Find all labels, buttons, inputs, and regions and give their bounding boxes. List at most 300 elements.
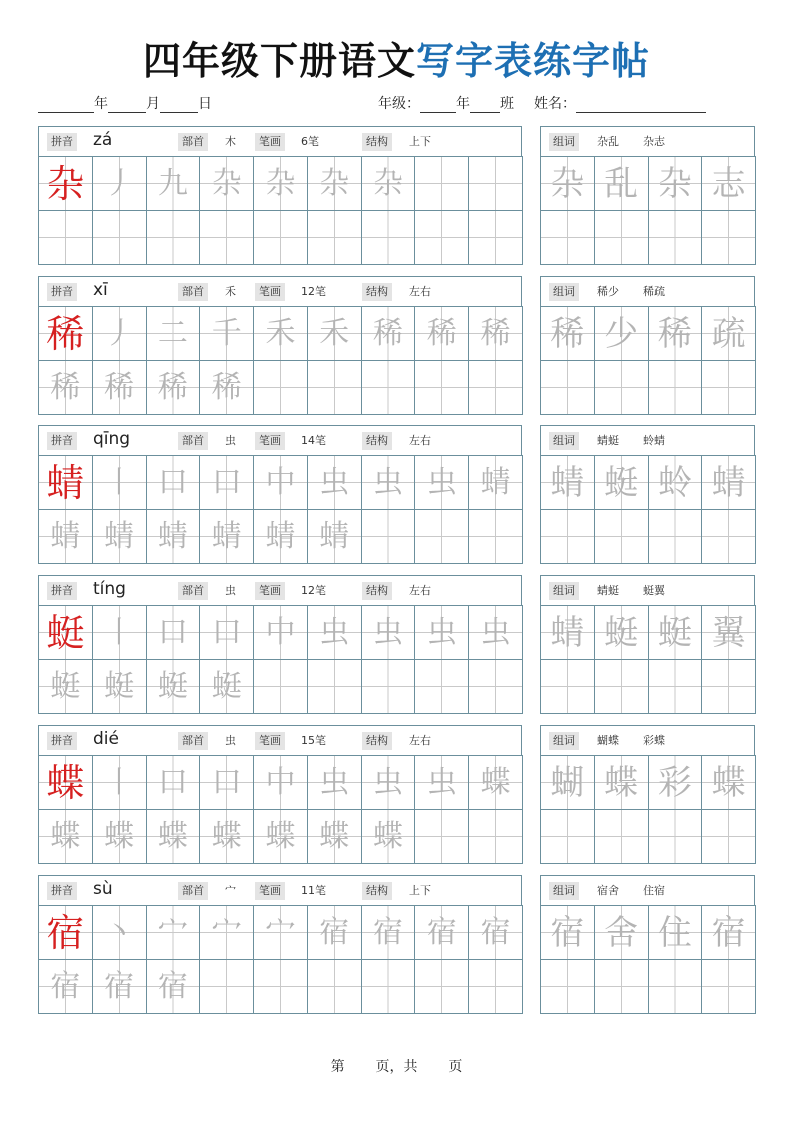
pinyin-value: dié	[93, 729, 119, 749]
strokes-label: 笔画	[255, 283, 285, 301]
writing-cell[interactable]	[146, 455, 201, 510]
word-2: 住宿	[643, 884, 665, 897]
writing-cell[interactable]	[146, 755, 201, 810]
stroke-order-step: 丨	[104, 464, 135, 500]
character-info-header	[38, 875, 522, 905]
writing-cell[interactable]	[361, 455, 416, 510]
structure-value: 上下	[409, 884, 431, 897]
writing-cell[interactable]	[307, 905, 362, 960]
grade-label: 年级：	[378, 96, 420, 112]
word-trace-character: 蜓	[604, 612, 639, 653]
writing-cell[interactable]	[146, 809, 201, 864]
character-block	[38, 875, 755, 1013]
word-cell[interactable]	[701, 959, 756, 1014]
pinyin-value: tíng	[93, 579, 126, 599]
writing-cell[interactable]	[38, 755, 93, 810]
writing-cell[interactable]	[468, 809, 523, 864]
stroke-order-step: 稀	[426, 315, 457, 351]
word-header	[540, 126, 755, 156]
stroke-order-step: 口	[157, 614, 188, 650]
word-trace-character: 住	[657, 912, 692, 953]
writing-cell[interactable]	[253, 210, 308, 265]
stroke-order-step: 蜻	[104, 518, 135, 554]
stroke-order-step: 蜻	[50, 518, 81, 554]
word-cell[interactable]	[594, 306, 649, 361]
structure-label: 结构	[362, 882, 392, 900]
page-footer	[0, 1056, 793, 1076]
stroke-order-step: 虫	[373, 614, 404, 650]
writing-cell[interactable]	[146, 605, 201, 660]
strokes-label: 笔画	[255, 432, 285, 450]
writing-cell[interactable]	[414, 809, 469, 864]
writing-cell[interactable]	[414, 605, 469, 660]
word-cell[interactable]	[701, 605, 756, 660]
writing-cell[interactable]	[361, 959, 416, 1014]
writing-cell[interactable]	[307, 959, 362, 1014]
word-cell[interactable]	[540, 509, 595, 564]
word-cell[interactable]	[594, 210, 649, 265]
word-cell[interactable]	[701, 509, 756, 564]
strokes-value: 6笔	[301, 135, 319, 148]
structure-label: 结构	[362, 133, 392, 151]
writing-cell[interactable]	[38, 959, 93, 1014]
writing-cell[interactable]	[146, 360, 201, 415]
pinyin-label: 拼音	[47, 133, 77, 151]
class-blank[interactable]	[470, 97, 500, 113]
writing-cell[interactable]	[253, 809, 308, 864]
stroke-order-step: 蝶	[211, 818, 242, 854]
stroke-order-step: 蝶	[319, 818, 350, 854]
writing-cell[interactable]	[253, 959, 308, 1014]
stroke-order-step: 宿	[104, 968, 135, 1004]
word-cell[interactable]	[648, 156, 703, 211]
writing-cell[interactable]	[307, 509, 362, 564]
writing-cell[interactable]	[253, 509, 308, 564]
strokes-value: 11笔	[301, 884, 326, 897]
word-cell[interactable]	[540, 156, 595, 211]
strokes-label: 笔画	[255, 133, 285, 151]
writing-cell[interactable]	[361, 509, 416, 564]
class-label: 班	[500, 96, 514, 112]
writing-cell[interactable]	[468, 156, 523, 211]
stroke-order-step: 蜻	[480, 464, 511, 500]
writing-cell[interactable]	[414, 659, 469, 714]
word-cell[interactable]	[701, 755, 756, 810]
year-label: 年	[94, 96, 108, 112]
words-label: 组词	[549, 283, 579, 301]
writing-cell[interactable]	[361, 605, 416, 660]
name-blank[interactable]	[576, 97, 706, 113]
word-cell[interactable]	[594, 959, 649, 1014]
month-blank[interactable]	[108, 97, 146, 113]
writing-cell[interactable]	[146, 156, 201, 211]
stroke-order-step: 丨	[104, 614, 135, 650]
word-cell[interactable]	[540, 455, 595, 510]
stroke-order-step: 虫	[426, 764, 457, 800]
stroke-order-step: 禾	[319, 315, 350, 351]
writing-cell[interactable]	[38, 605, 93, 660]
word-cell[interactable]	[540, 755, 595, 810]
stroke-order-step: 宿	[373, 914, 404, 950]
radical-value: 虫	[225, 434, 236, 447]
character-info-header	[38, 126, 522, 156]
stroke-order-step: 口	[211, 614, 242, 650]
strokes-label: 笔画	[255, 732, 285, 750]
stroke-order-step: 千	[211, 315, 242, 351]
writing-cell[interactable]	[307, 455, 362, 510]
grade-blank[interactable]	[420, 97, 456, 113]
pinyin-label: 拼音	[47, 732, 77, 750]
writing-cell[interactable]	[361, 306, 416, 361]
writing-cell[interactable]	[307, 360, 362, 415]
stroke-order-step: 杂	[265, 165, 296, 201]
word-cell[interactable]	[648, 809, 703, 864]
word-1: 蜻蜓	[597, 584, 619, 597]
word-cell[interactable]	[540, 306, 595, 361]
character-block	[38, 575, 755, 713]
pinyin-value: sù	[93, 879, 113, 899]
structure-value: 左右	[409, 584, 431, 597]
writing-cell[interactable]	[468, 210, 523, 265]
writing-cell[interactable]	[146, 905, 201, 960]
writing-cell[interactable]	[199, 809, 254, 864]
writing-cell[interactable]	[38, 306, 93, 361]
page-title	[0, 30, 793, 85]
word-trace-character: 乱	[604, 163, 639, 204]
writing-cell[interactable]	[307, 755, 362, 810]
writing-cell[interactable]	[307, 605, 362, 660]
writing-cell[interactable]	[468, 605, 523, 660]
word-cell[interactable]	[540, 210, 595, 265]
writing-cell[interactable]	[468, 509, 523, 564]
name-label: 姓名：	[534, 96, 576, 112]
writing-cell[interactable]	[199, 659, 254, 714]
writing-cell[interactable]	[253, 455, 308, 510]
stroke-order-step: 虫	[480, 614, 511, 650]
pinyin-label: 拼音	[47, 283, 77, 301]
word-grid	[540, 605, 755, 713]
stroke-order-step: 中	[265, 614, 296, 650]
stroke-order-step: 稀	[211, 369, 242, 405]
writing-cell[interactable]	[307, 210, 362, 265]
writing-cell[interactable]	[468, 755, 523, 810]
word-cell[interactable]	[594, 156, 649, 211]
word-grid	[540, 455, 755, 563]
radical-label: 部首	[178, 283, 208, 301]
word-trace-character: 蛉	[657, 462, 692, 503]
writing-cell[interactable]	[253, 360, 308, 415]
stroke-order-step: 虫	[373, 464, 404, 500]
word-trace-character: 蜻	[550, 612, 585, 653]
writing-cell[interactable]	[307, 659, 362, 714]
word-cell[interactable]	[594, 905, 649, 960]
stroke-order-step: 中	[265, 764, 296, 800]
word-cell[interactable]	[701, 659, 756, 714]
word-cell[interactable]	[594, 605, 649, 660]
writing-cell[interactable]	[253, 755, 308, 810]
stroke-order-step: 蜻	[157, 518, 188, 554]
writing-cell[interactable]	[38, 360, 93, 415]
writing-cell[interactable]	[146, 659, 201, 714]
strokes-value: 15笔	[301, 734, 326, 747]
day-label: 日	[198, 96, 212, 112]
word-cell[interactable]	[648, 905, 703, 960]
stroke-order-step: 蜓	[157, 668, 188, 704]
word-cell[interactable]	[701, 210, 756, 265]
writing-cell[interactable]	[199, 210, 254, 265]
writing-cell[interactable]	[199, 959, 254, 1014]
word-trace-character: 稀	[657, 313, 692, 354]
model-character: 稀	[46, 311, 85, 356]
stroke-order-step: 虫	[319, 614, 350, 650]
writing-cell[interactable]	[92, 306, 147, 361]
writing-cell[interactable]	[199, 455, 254, 510]
word-cell[interactable]	[540, 659, 595, 714]
word-cell[interactable]	[648, 959, 703, 1014]
writing-cell[interactable]	[199, 509, 254, 564]
word-cell[interactable]	[701, 306, 756, 361]
writing-cell[interactable]	[414, 156, 469, 211]
writing-cell[interactable]	[468, 959, 523, 1014]
writing-cell[interactable]	[199, 905, 254, 960]
word-2: 稀疏	[643, 285, 665, 298]
writing-cell[interactable]	[414, 360, 469, 415]
writing-cell[interactable]	[361, 659, 416, 714]
writing-cell[interactable]	[38, 210, 93, 265]
stroke-order-step: 宿	[426, 914, 457, 950]
writing-cell[interactable]	[92, 360, 147, 415]
stroke-order-step: 口	[211, 464, 242, 500]
writing-cell[interactable]	[38, 905, 93, 960]
writing-cell[interactable]	[199, 360, 254, 415]
writing-cell[interactable]	[361, 905, 416, 960]
word-cell[interactable]	[540, 959, 595, 1014]
writing-cell[interactable]	[92, 455, 147, 510]
word-cell[interactable]	[648, 210, 703, 265]
model-character: 蜻	[46, 460, 85, 505]
word-cell[interactable]	[594, 360, 649, 415]
word-header	[540, 725, 755, 755]
word-cell[interactable]	[594, 659, 649, 714]
writing-cell[interactable]	[307, 306, 362, 361]
word-1: 稀少	[597, 285, 619, 298]
word-cell[interactable]	[540, 809, 595, 864]
stroke-order-step: 丿	[104, 165, 135, 201]
writing-cell[interactable]	[414, 959, 469, 1014]
stroke-order-step: 虫	[319, 464, 350, 500]
writing-cell[interactable]	[361, 156, 416, 211]
word-trace-character: 蝴	[550, 762, 585, 803]
stroke-order-step: 杂	[373, 165, 404, 201]
student-info-line	[378, 91, 706, 113]
word-trace-character: 志	[711, 163, 746, 204]
writing-cell[interactable]	[468, 905, 523, 960]
structure-label: 结构	[362, 582, 392, 600]
word-header	[540, 575, 755, 605]
writing-cell[interactable]	[92, 605, 147, 660]
writing-cell[interactable]	[253, 306, 308, 361]
word-cell[interactable]	[648, 755, 703, 810]
strokes-value: 12笔	[301, 285, 326, 298]
word-trace-character: 翼	[711, 612, 746, 653]
word-cell[interactable]	[540, 905, 595, 960]
stroke-order-step: 口	[157, 464, 188, 500]
writing-cell[interactable]	[414, 210, 469, 265]
stroke-order-step: 宿	[319, 914, 350, 950]
writing-cell[interactable]	[92, 905, 147, 960]
writing-cell[interactable]	[38, 455, 93, 510]
word-1: 蝴蝶	[597, 734, 619, 747]
words-label: 组词	[549, 432, 579, 450]
month-label: 月	[146, 96, 160, 112]
writing-cell[interactable]	[92, 659, 147, 714]
writing-cell[interactable]	[199, 156, 254, 211]
stroke-order-step: 杂	[211, 165, 242, 201]
word-cell[interactable]	[648, 306, 703, 361]
word-cell[interactable]	[540, 360, 595, 415]
word-trace-character: 少	[604, 313, 639, 354]
writing-cell[interactable]	[414, 306, 469, 361]
writing-cell[interactable]	[253, 156, 308, 211]
writing-cell[interactable]	[38, 509, 93, 564]
word-grid	[540, 306, 755, 414]
writing-cell[interactable]	[92, 755, 147, 810]
writing-cell[interactable]	[414, 905, 469, 960]
word-cell[interactable]	[594, 455, 649, 510]
writing-cell[interactable]	[468, 659, 523, 714]
writing-cell[interactable]	[361, 755, 416, 810]
title-part-2: 写字表练字帖	[416, 39, 651, 83]
word-cell[interactable]	[594, 509, 649, 564]
stroke-order-step: 稀	[157, 369, 188, 405]
writing-cell[interactable]	[38, 809, 93, 864]
radical-value: 禾	[225, 285, 236, 298]
character-block	[38, 725, 755, 863]
structure-label: 结构	[362, 732, 392, 750]
writing-cell[interactable]	[414, 455, 469, 510]
word-2: 蛉蜻	[643, 434, 665, 447]
stroke-order-step: 虫	[426, 464, 457, 500]
writing-cell[interactable]	[468, 306, 523, 361]
pinyin-label: 拼音	[47, 582, 77, 600]
stroke-order-step: 蝶	[373, 818, 404, 854]
word-grid	[540, 905, 755, 1013]
word-cell[interactable]	[540, 605, 595, 660]
character-info-header	[38, 276, 522, 306]
word-cell[interactable]	[701, 360, 756, 415]
word-cell[interactable]	[701, 455, 756, 510]
date-line	[38, 91, 212, 113]
writing-cell[interactable]	[38, 659, 93, 714]
word-cell[interactable]	[648, 509, 703, 564]
word-cell[interactable]	[648, 455, 703, 510]
writing-cell[interactable]	[146, 210, 201, 265]
writing-cell[interactable]	[92, 509, 147, 564]
writing-grid	[38, 156, 522, 264]
character-block	[38, 276, 755, 414]
footer-page-label: 第	[330, 1059, 345, 1075]
word-cell[interactable]	[594, 809, 649, 864]
writing-cell[interactable]	[468, 455, 523, 510]
stroke-order-step: 丶	[104, 914, 135, 950]
stroke-order-step: 蝶	[50, 818, 81, 854]
model-character: 蜓	[46, 610, 85, 655]
writing-cell[interactable]	[361, 809, 416, 864]
structure-label: 结构	[362, 432, 392, 450]
word-trace-character: 杂	[657, 163, 692, 204]
grade-year-label: 年	[456, 96, 470, 112]
radical-label: 部首	[178, 133, 208, 151]
writing-cell[interactable]	[253, 905, 308, 960]
word-cell[interactable]	[648, 659, 703, 714]
word-1: 杂乱	[597, 135, 619, 148]
word-cell[interactable]	[701, 905, 756, 960]
writing-cell[interactable]	[146, 959, 201, 1014]
stroke-order-step: 禾	[265, 315, 296, 351]
writing-cell[interactable]	[307, 156, 362, 211]
writing-cell[interactable]	[414, 755, 469, 810]
stroke-order-step: 稀	[373, 315, 404, 351]
word-1: 宿舍	[597, 884, 619, 897]
writing-grid	[38, 306, 522, 414]
word-cell[interactable]	[648, 605, 703, 660]
writing-cell[interactable]	[92, 156, 147, 211]
writing-cell[interactable]	[253, 605, 308, 660]
word-header	[540, 875, 755, 905]
pinyin-value: qīng	[93, 429, 131, 449]
stroke-order-step: 蜓	[50, 668, 81, 704]
writing-cell[interactable]	[468, 360, 523, 415]
writing-cell[interactable]	[199, 306, 254, 361]
word-cell[interactable]	[701, 809, 756, 864]
word-cell[interactable]	[701, 156, 756, 211]
word-trace-character: 蝶	[604, 762, 639, 803]
pinyin-label: 拼音	[47, 882, 77, 900]
word-trace-character: 稀	[550, 313, 585, 354]
writing-cell[interactable]	[146, 509, 201, 564]
writing-cell[interactable]	[92, 210, 147, 265]
word-cell[interactable]	[648, 360, 703, 415]
year-blank[interactable]	[38, 97, 94, 113]
writing-cell[interactable]	[38, 156, 93, 211]
writing-cell[interactable]	[199, 755, 254, 810]
writing-cell[interactable]	[253, 659, 308, 714]
stroke-order-step: 中	[265, 464, 296, 500]
writing-cell[interactable]	[146, 306, 201, 361]
stroke-order-step: 虫	[319, 764, 350, 800]
writing-cell[interactable]	[199, 605, 254, 660]
stroke-order-step: 宀	[265, 914, 296, 950]
writing-cell[interactable]	[307, 809, 362, 864]
writing-cell[interactable]	[92, 809, 147, 864]
writing-cell[interactable]	[414, 509, 469, 564]
day-blank[interactable]	[160, 97, 198, 113]
writing-cell[interactable]	[92, 959, 147, 1014]
writing-cell[interactable]	[361, 210, 416, 265]
stroke-order-step: 宿	[157, 968, 188, 1004]
word-grid	[540, 156, 755, 264]
structure-value: 左右	[409, 734, 431, 747]
stroke-order-step: 稀	[50, 369, 81, 405]
stroke-order-step: 宿	[480, 914, 511, 950]
writing-cell[interactable]	[361, 360, 416, 415]
title-part-1: 四年级下册语文	[142, 39, 416, 83]
word-trace-character: 蜻	[711, 462, 746, 503]
radical-label: 部首	[178, 432, 208, 450]
word-cell[interactable]	[594, 755, 649, 810]
words-label: 组词	[549, 732, 579, 750]
word-grid	[540, 755, 755, 863]
